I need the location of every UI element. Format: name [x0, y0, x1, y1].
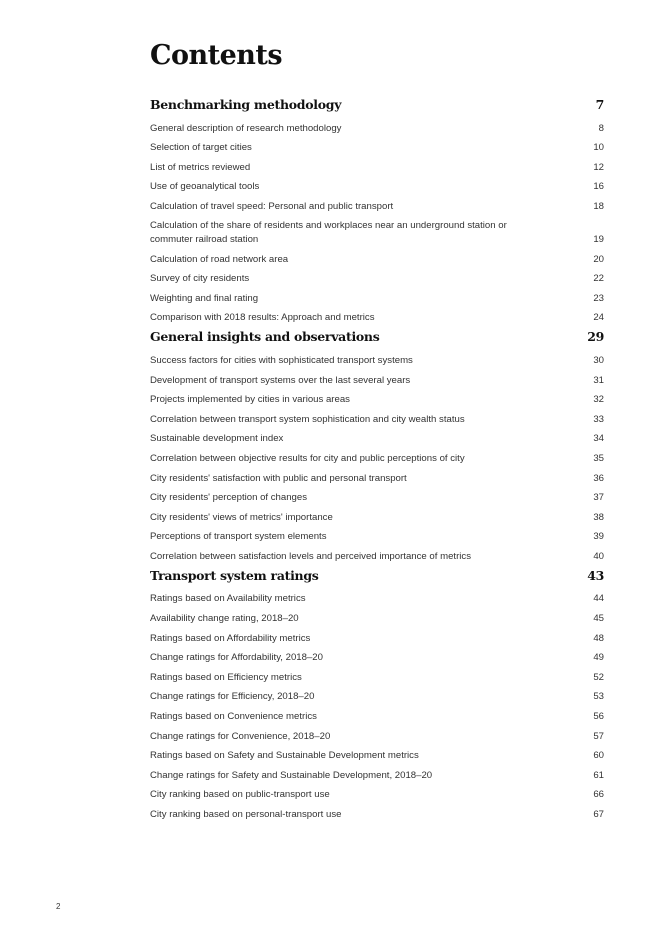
- section-page-number: 7: [595, 97, 604, 112]
- entry-label: Development of transport systems over the last several years: [150, 374, 411, 386]
- entry-label: List of metrics reviewed: [150, 161, 251, 173]
- entry-label: General description of research methodology: [150, 122, 342, 134]
- entry-page-number: 38: [593, 511, 604, 523]
- toc-entry[interactable]: [150, 687, 604, 707]
- entry-label: Change ratings for Efficiency, 2018–20: [150, 691, 315, 703]
- entry-label: Success factors for cities with sophisticated transport systems: [150, 354, 413, 366]
- entry-page-number: 10: [593, 142, 604, 154]
- toc-entry[interactable]: [150, 589, 604, 609]
- toc-entry[interactable]: [150, 350, 604, 370]
- toc-entry[interactable]: [150, 785, 604, 805]
- toc-entry[interactable]: [150, 648, 604, 668]
- toc-entry[interactable]: [150, 390, 604, 410]
- section-title: Transport system ratings: [150, 567, 319, 583]
- entry-label: Correlation between objective results for city and public perceptions of city: [150, 452, 465, 464]
- toc-entry[interactable]: [150, 628, 604, 648]
- entry-label: Change ratings for Safety and Sustainable Development, 2018–20: [150, 769, 433, 781]
- entry-page-number: 35: [593, 452, 604, 464]
- toc-section-heading[interactable]: [150, 328, 604, 350]
- entry-label: City ranking based on public-transport use: [150, 789, 330, 801]
- entry-label: Correlation between transport system sophistication and city wealth status: [150, 413, 465, 425]
- entry-page-number: 39: [593, 531, 604, 543]
- entry-label: Selection of target cities: [150, 142, 252, 154]
- toc-entry[interactable]: [150, 507, 604, 527]
- entry-label: Change ratings for Convenience, 2018–20: [150, 730, 331, 742]
- entry-page-number: 45: [593, 613, 604, 625]
- entry-label: Calculation of travel speed: Personal and public transport: [150, 200, 394, 212]
- entry-page-number: 57: [593, 730, 604, 742]
- toc-entry[interactable]: [150, 804, 604, 824]
- entry-page-number: 18: [593, 200, 604, 212]
- entry-label: City residents' satisfaction with public and personal transport: [150, 472, 407, 484]
- entry-page-number: 56: [593, 711, 604, 723]
- entry-page-number: 60: [593, 750, 604, 762]
- entry-page-number: 44: [593, 593, 604, 605]
- entry-page-number: 66: [593, 789, 604, 801]
- entry-label: Correlation between satisfaction levels and perceived importance of metrics: [150, 550, 472, 562]
- entry-page-number: 36: [593, 472, 604, 484]
- entry-page-number: 67: [593, 809, 604, 820]
- toc-entry[interactable]: [150, 448, 604, 468]
- toc-entry[interactable]: [150, 726, 604, 746]
- entry-label: Use of geoanalytical tools: [150, 181, 260, 193]
- toc-entry[interactable]: [150, 409, 604, 429]
- entry-page-number: 24: [593, 312, 604, 324]
- toc-entry[interactable]: [150, 288, 604, 308]
- entry-label: Weighting and final rating: [150, 292, 259, 304]
- toc-entry[interactable]: [150, 468, 604, 488]
- entry-label: Perceptions of transport system elements: [150, 531, 327, 543]
- section-page-number: 29: [587, 329, 604, 345]
- toc-entry[interactable]: [150, 488, 604, 508]
- entry-page-number: 61: [593, 769, 604, 781]
- entry-page-number: 23: [593, 292, 604, 304]
- toc-entry[interactable]: [150, 308, 604, 328]
- entry-page-number: 32: [593, 394, 604, 406]
- entry-page-number: 40: [593, 550, 604, 562]
- toc-entry[interactable]: [150, 249, 604, 269]
- entry-label: Ratings based on Availability metrics: [150, 593, 306, 605]
- entry-page-number: 49: [593, 652, 604, 664]
- toc-entry[interactable]: [150, 118, 604, 138]
- toc-entry[interactable]: [150, 746, 604, 766]
- toc-entry[interactable]: [150, 269, 604, 289]
- entry-label: Sustainable development index: [150, 433, 284, 445]
- entry-page-number: 12: [593, 161, 604, 173]
- toc-entry[interactable]: [150, 370, 604, 390]
- entry-label: Survey of city residents: [150, 273, 250, 285]
- toc-entry[interactable]: [150, 706, 604, 726]
- entry-page-number: 8: [598, 122, 604, 134]
- toc-section: [150, 96, 604, 327]
- entry-page-number: 16: [593, 181, 604, 193]
- toc-section: [150, 328, 604, 566]
- entry-page-number: 30: [593, 354, 604, 366]
- toc-entry[interactable]: [150, 765, 604, 785]
- entry-label: Availability change rating, 2018–20: [150, 613, 299, 625]
- toc-entry[interactable]: [150, 527, 604, 547]
- entry-page-number: 34: [593, 433, 604, 445]
- entry-label: Ratings based on Safety and Sustainable Development metrics: [150, 750, 419, 762]
- toc-entry[interactable]: [150, 216, 604, 249]
- entry-page-number: 19: [593, 233, 604, 245]
- entry-label: City residents' perception of changes: [150, 492, 308, 504]
- entry-page-number: 33: [593, 413, 604, 425]
- page-number: 2: [56, 902, 61, 911]
- entry-page-number: 37: [593, 492, 604, 504]
- table-of-contents: [150, 96, 604, 824]
- entry-label: Ratings based on Affordability metrics: [150, 632, 311, 644]
- entry-page-number: 31: [593, 374, 604, 386]
- entry-label: City residents' views of metrics' importance: [150, 511, 333, 523]
- toc-entry[interactable]: [150, 608, 604, 628]
- entry-label: Calculation of road network area: [150, 253, 289, 265]
- toc-entry[interactable]: [150, 177, 604, 197]
- entry-label: Change ratings for Affordability, 2018–20: [150, 652, 323, 664]
- entry-label: Ratings based on Efficiency metrics: [150, 671, 302, 683]
- toc-entry[interactable]: [150, 157, 604, 177]
- section-title: Benchmarking methodology: [150, 97, 342, 112]
- entry-label: Calculation of the share of residents and workplaces near an underground station or commuter railroad station: [150, 219, 507, 245]
- entry-page-number: 53: [593, 691, 604, 703]
- section-title: General insights and observations: [150, 329, 380, 345]
- toc-section-heading[interactable]: [150, 567, 604, 589]
- toc-entry[interactable]: [150, 546, 604, 566]
- entry-label: Ratings based on Convenience metrics: [150, 711, 317, 723]
- page-title: Contents: [150, 40, 283, 71]
- entry-page-number: 52: [593, 671, 604, 683]
- entry-page-number: 22: [593, 273, 604, 285]
- entry-label: Projects implemented by cities in various areas: [150, 394, 350, 406]
- entry-label: City ranking based on personal-transport use: [150, 809, 342, 820]
- toc-entry[interactable]: [150, 667, 604, 687]
- entry-label: Comparison with 2018 results: Approach and metrics: [150, 312, 375, 324]
- toc-entry[interactable]: [150, 429, 604, 449]
- toc-section: [150, 567, 604, 824]
- entry-page-number: 48: [593, 632, 604, 644]
- toc-entry[interactable]: [150, 138, 604, 158]
- section-page-number: 43: [587, 567, 604, 583]
- toc-section-heading[interactable]: [150, 96, 604, 118]
- entry-page-number: 20: [593, 253, 604, 265]
- toc-entry[interactable]: [150, 196, 604, 216]
